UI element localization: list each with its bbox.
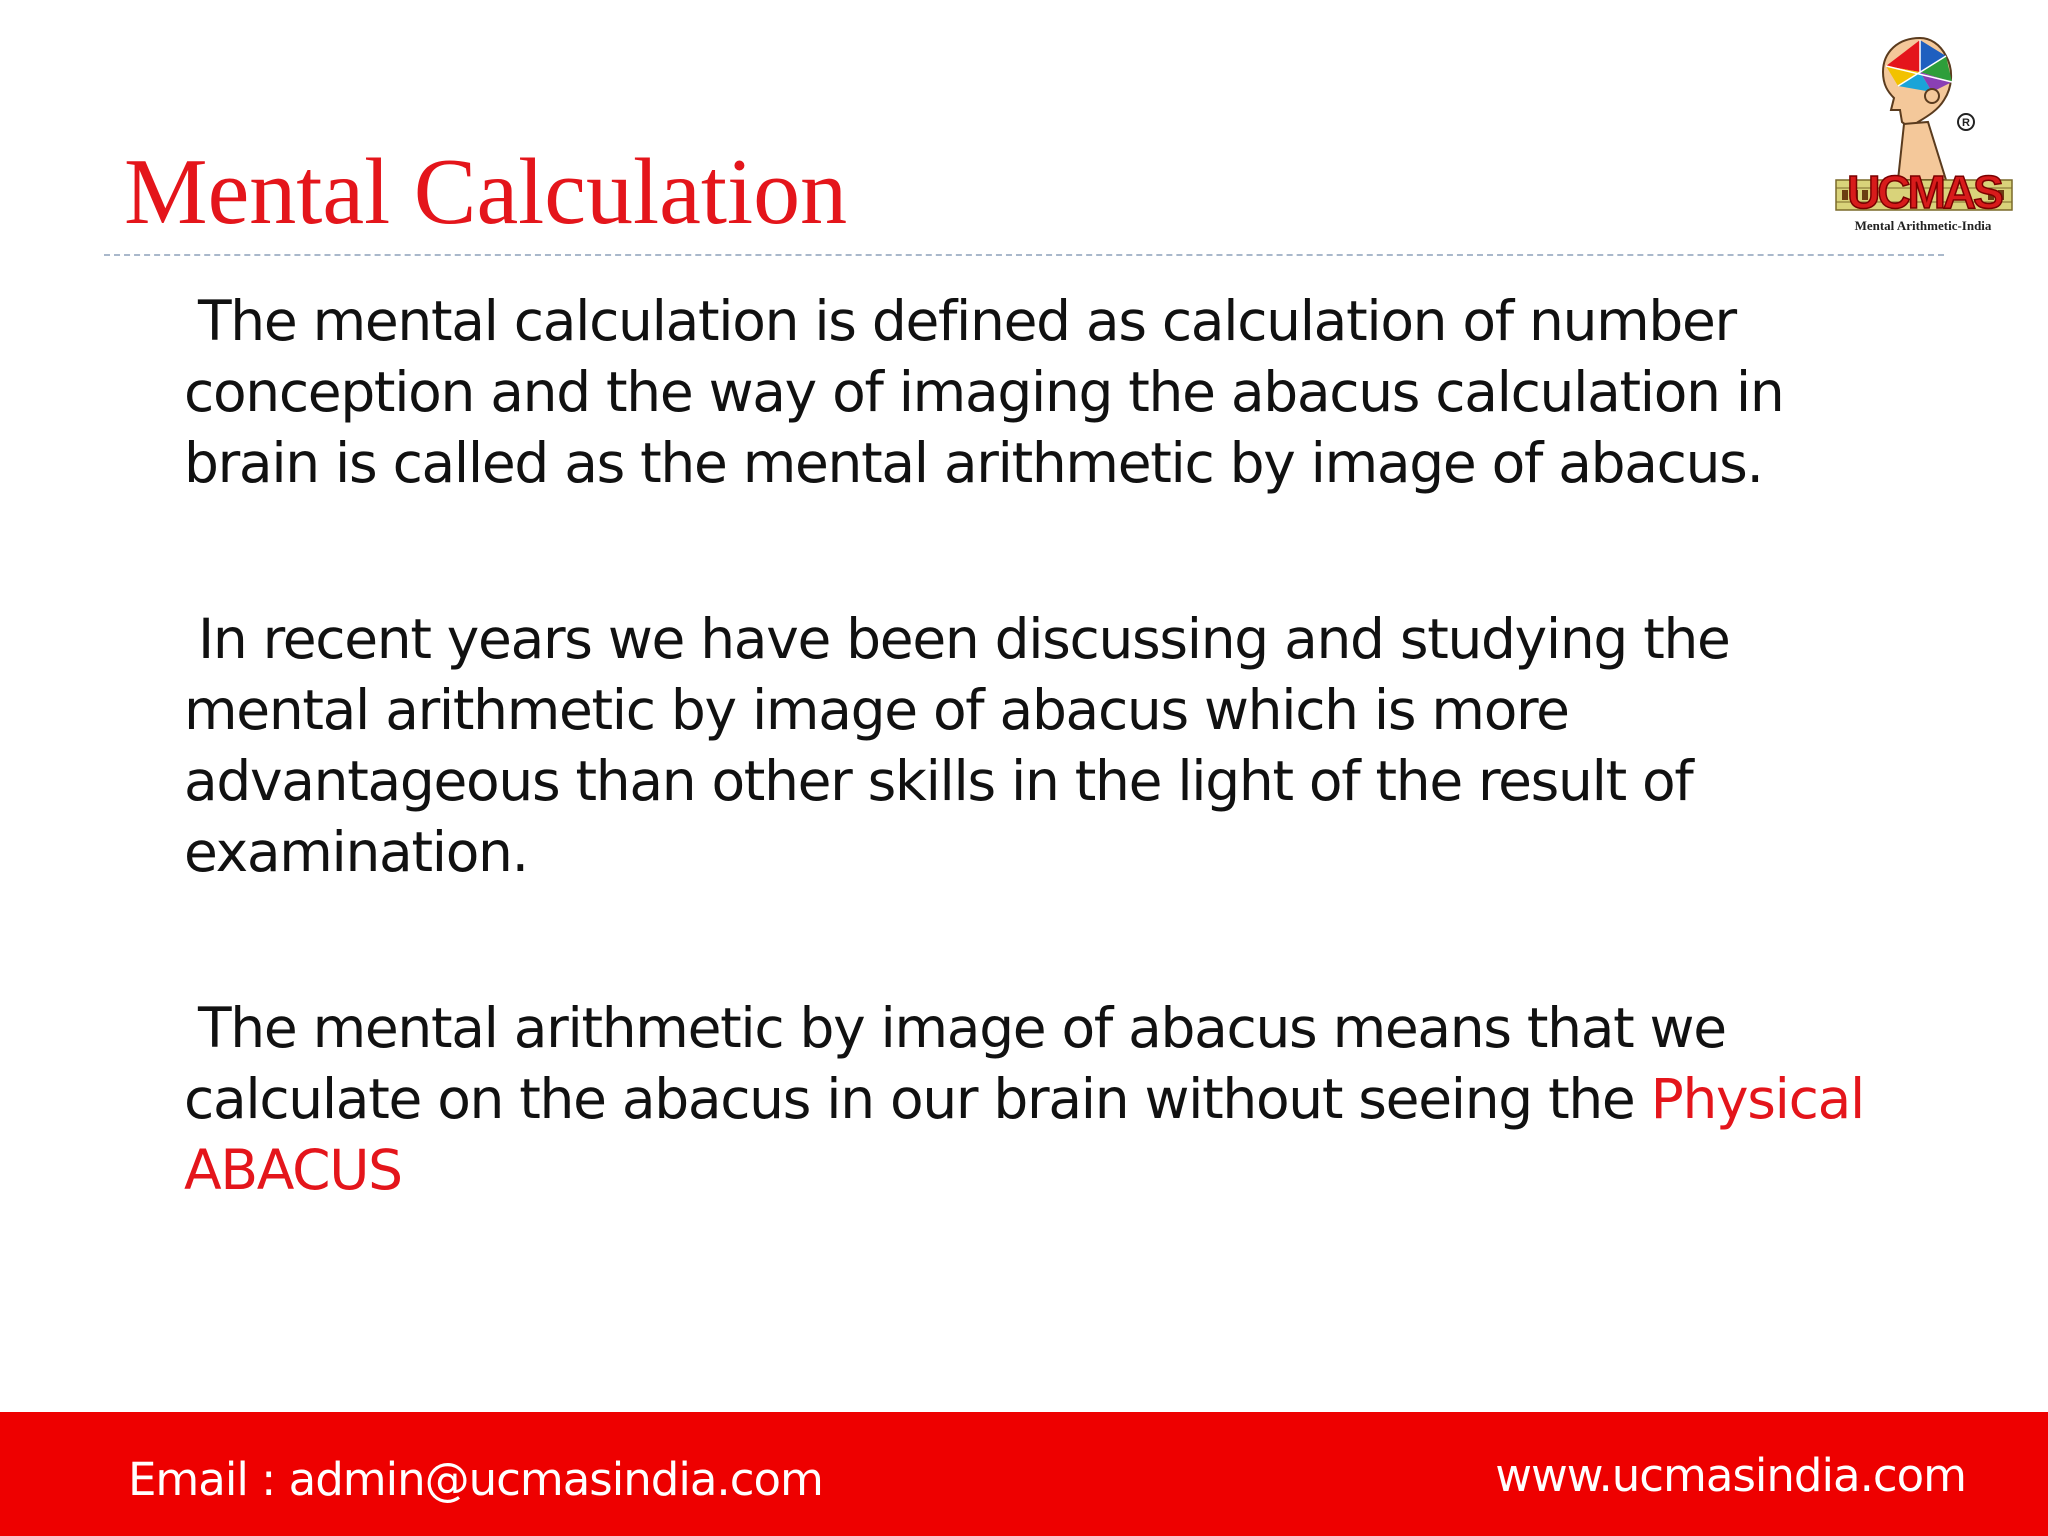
slide-content bbox=[184, 286, 1884, 1311]
ucmas-logo-graphic bbox=[1828, 30, 2018, 220]
slide-title: Mental Calculation bbox=[124, 140, 848, 244]
paragraph-text: The mental arithmetic by image of abacus means that we calculate on the abacus in our brain without seeing the bbox=[184, 996, 1726, 1131]
footer-website[interactable]: www.ucmasindia.com bbox=[1495, 1449, 1966, 1502]
footer-email[interactable]: Email : admin@ucmasindia.com bbox=[128, 1453, 823, 1506]
svg-text:UCMAS: UCMAS bbox=[1847, 166, 2001, 218]
physical-abacus-highlight: Physical ABACUS bbox=[184, 1067, 1864, 1202]
logo-tagline: Mental Arithmetic-India bbox=[1854, 218, 1992, 233]
paragraph-text: The mental calculation is defined as calculation of number conception and the way of imaging the abacus calculation in brain is called as the mental arithmetic by image of abacus. bbox=[184, 289, 1784, 495]
paragraph-definition bbox=[184, 286, 1884, 499]
paragraph-meaning bbox=[184, 993, 1884, 1206]
svg-text:R: R bbox=[1962, 117, 1970, 129]
brain-head-icon bbox=[1883, 38, 1952, 180]
title-divider bbox=[104, 254, 1944, 256]
footer-bar bbox=[0, 1412, 2048, 1536]
ucmas-logo bbox=[1828, 30, 2018, 240]
paragraph-text: In recent years we have been discussing and studying the mental arithmetic by image of abacus which is more advantageous than other skills in the light of the result of examination. bbox=[184, 607, 1730, 884]
paragraph-research bbox=[184, 604, 1884, 888]
